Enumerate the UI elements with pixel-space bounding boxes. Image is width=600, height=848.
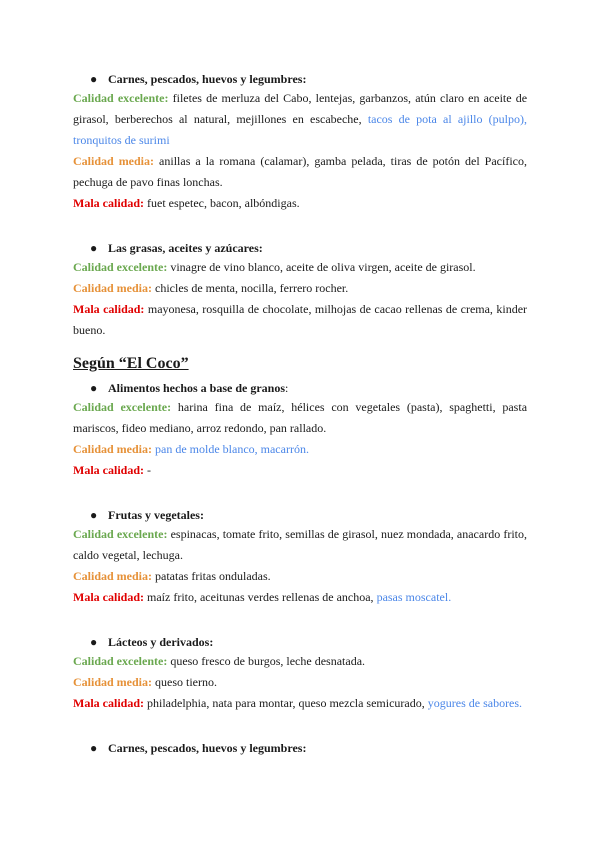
bad-label: Mala calidad: [73,196,144,210]
bullet-icon: ● [90,241,98,255]
bullet-icon: ● [90,635,98,649]
medium-label: Calidad media: [73,154,155,168]
section-title: ● Carnes, pescados, huevos y legumbres: [90,741,307,755]
document-body [73,66,527,757]
quality-bad-line: Mala calidad: philadelphia, nata para montar, queso mezcla semicurado, yogures de sabores. [73,696,523,710]
bullet-icon: ● [90,72,98,86]
excellent-label: Calidad excelente: [73,260,168,274]
bullet-icon: ● [90,381,98,395]
highlight-text: yogures de sabores. [427,696,523,710]
quality-medium-line: Calidad media: chicles de menta, nocilla, ferrero rocher. [73,281,349,295]
highlight-text: tacos de pota al ajillo (pulpo), tronquitos de surimi [73,112,527,147]
section-heading: Según “El Coco” [73,355,189,372]
quality-bad-line: Mala calidad: maíz frito, aceitunas verdes rellenas de anchoa, pasas moscatel. [73,590,452,604]
quality-medium-line: Calidad media: patatas fritas onduladas. [73,569,271,583]
highlight-text: pan de molde blanco, macarrón. [155,442,309,456]
section-title: ● Lácteos y derivados: [90,635,214,649]
medium-label: Calidad media: [73,675,153,689]
highlight-text: pasas moscatel. [376,590,452,604]
bullet-icon: ● [90,741,98,755]
section-title: ● Alimentos hechos a base de granos: [90,381,289,395]
bad-label: Mala calidad: [73,302,145,316]
quality-bad-line: Mala calidad: - [73,463,151,477]
medium-label: Calidad media: [73,281,153,295]
quality-excellent-line: Calidad excelente: vinagre de vino blanco, aceite de oliva virgen, aceite de girasol. [73,260,476,274]
section-title: ● Las grasas, aceites y azúcares: [90,241,263,255]
quality-medium-line: Calidad media: anillas a la romana (calamar), gamba pelada, tiras de potón del Pacífico, pechuga de pavo finas lonchas. [73,154,528,189]
quality-bad-line: Mala calidad: mayonesa, rosquilla de chocolate, milhojas de cacao rellenas de crema, kinder bueno. [73,302,528,337]
bad-label: Mala calidad: [73,590,144,604]
section-title: ● Carnes, pescados, huevos y legumbres: [90,72,307,86]
medium-label: Calidad media: [73,569,153,583]
quality-excellent-line: Calidad excelente: filetes de merluza del Cabo, lentejas, garbanzos, atún claro en aceite de girasol, berberechos al natural, mejillones en escabeche, tacos de pota al ajillo (pulpo), tronquitos de surimi [73,91,528,147]
quality-excellent-line: Calidad excelente: harina fina de maíz, hélices con vegetales (pasta), spaghetti, pasta mariscos, fideo mediano, arroz redondo, pan rallado. [73,400,528,435]
excellent-label: Calidad excelente: [73,654,168,668]
bad-label: Mala calidad: [73,463,144,477]
medium-label: Calidad media: [73,442,153,456]
quality-excellent-line: Calidad excelente: queso fresco de burgos, leche desnatada. [73,654,366,668]
excellent-label: Calidad excelente: [73,400,172,414]
quality-bad-line: Mala calidad: fuet espetec, bacon, albóndigas. [73,196,300,210]
excellent-label: Calidad excelente: [73,91,169,105]
section-title: ● Frutas y vegetales: [90,508,204,522]
bullet-icon: ● [90,508,98,522]
excellent-label: Calidad excelente: [73,527,168,541]
bad-label: Mala calidad: [73,696,144,710]
quality-excellent-line: Calidad excelente: espinacas, tomate frito, semillas de girasol, nuez mondada, anacardo frito, caldo vegetal, lechuga. [73,527,528,562]
quality-medium-line [73,439,527,460]
quality-medium-line: Calidad media: queso tierno. [73,675,218,689]
